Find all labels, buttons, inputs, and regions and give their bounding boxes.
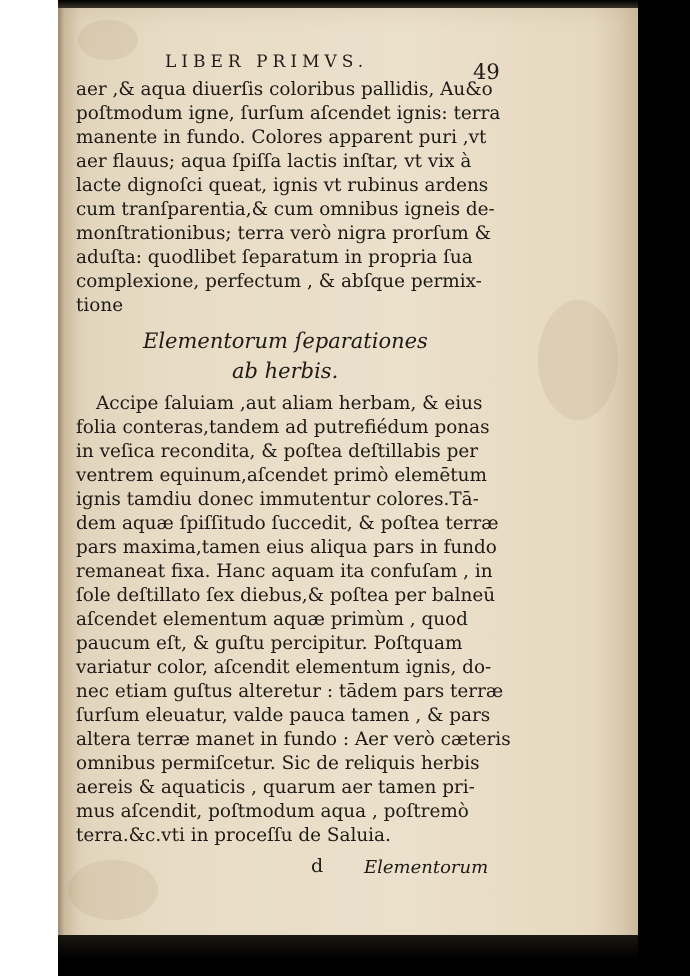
left-margin-background <box>0 0 62 976</box>
text-line: paucum eſt, & guſtu percipitur. Poſtquam <box>76 633 463 654</box>
text-line: variatur color, aſcendit elementum ignis, do- <box>76 657 492 678</box>
section-heading-line-1: Elementorum ſeparationes <box>143 329 428 353</box>
text-line: tione <box>76 295 124 316</box>
text-line: complexione, perfectum , & abſque permix- <box>76 271 482 292</box>
paper-stain <box>68 860 158 920</box>
page-gutter-shadow <box>58 0 64 935</box>
running-header: LIBER PRIMVS. <box>165 52 369 72</box>
text-line: remaneat fixa. Hanc aquam ita confuſam , in <box>76 561 493 582</box>
text-line: aer ,& aqua diuerſis coloribus pallidis, Au&o <box>76 79 493 100</box>
text-line: terra.&c.vti in proceſſu de Saluia. <box>76 825 391 846</box>
signature-mark: d <box>311 855 324 877</box>
top-scan-edge <box>58 0 638 8</box>
text-line: omnibus permiſcetur. Sic de reliquis herbis <box>76 753 480 774</box>
text-line: nec etiam guſtus alteretur : tādem pars terræ <box>76 681 504 702</box>
text-line: monſtrationibus; terra verò nigra prorſum & <box>76 223 491 244</box>
paper-stain <box>538 300 618 420</box>
text-line: ignis tamdiu donec immutentur colores.Tā- <box>76 489 479 510</box>
bottom-scan-edge <box>58 935 638 976</box>
text-line: ventrem equinum,aſcendet primò elemētum <box>76 465 487 486</box>
text-line: Accipe ſaluiam ,aut aliam herbam, & eius <box>96 393 483 414</box>
text-line: aſcendet elementum aquæ primùm , quod <box>76 609 468 630</box>
text-line: mus aſcendit, poſtmodum aqua , poſtremò <box>76 801 469 822</box>
text-line: folia conteras,tandem ad putrefiédum ponas <box>76 417 490 438</box>
catchword: Elementorum <box>364 857 489 878</box>
text-line: dem aquæ ſpiſſitudo ſuccedit, & poſtea terræ <box>76 513 499 534</box>
text-line: manente in fundo. Colores apparent puri ,vt <box>76 127 487 148</box>
text-line: lacte dignoſci queat, ignis vt rubinus ardens <box>76 175 489 196</box>
paper-stain <box>78 20 138 60</box>
text-line: pars maxima,tamen eius aliqua pars in fundo <box>76 537 497 558</box>
text-line: ſurſum eleuatur, valde pauca tamen , & pars <box>76 705 491 726</box>
right-scan-edge <box>638 0 690 976</box>
text-line: in veſica recondita, & poſtea deſtillabis per <box>76 441 479 462</box>
text-line: aduſta: quodlibet ſeparatum in propria ſua <box>76 247 473 268</box>
page-number: 49 <box>473 60 500 84</box>
text-line: poſtmodum igne, ſurſum aſcendet ignis: terra <box>76 103 501 124</box>
text-line: aereis & aquaticis , quarum aer tamen pri- <box>76 777 475 798</box>
text-line: aer flauus; aqua ſpiſſa lactis inſtar, vt vix à <box>76 151 472 172</box>
text-line: ſole deſtillato ſex diebus,& poſtea per balneū <box>76 585 496 606</box>
section-heading-line-2: ab herbis. <box>232 359 339 383</box>
text-line: cum tranſparentia,& cum omnibus igneis de- <box>76 199 495 220</box>
text-line: altera terræ manet in fundo : Aer verò cæteris <box>76 729 511 750</box>
